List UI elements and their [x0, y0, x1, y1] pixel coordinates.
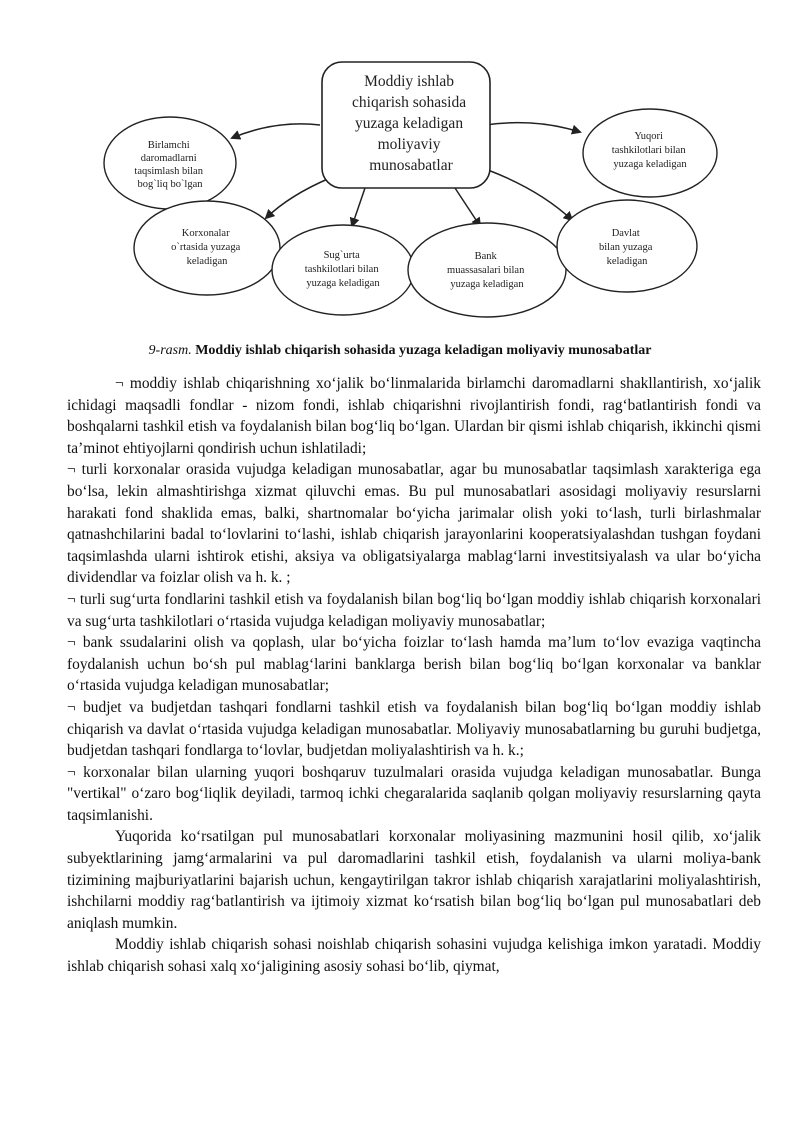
- center-box-text: Moddiy ishlab chiqarish sohasida yuzaga keladigan moliyaviy munosabatlar: [352, 73, 467, 174]
- arrow-to-sugurta: [352, 188, 365, 226]
- node-bank-text: Bank muassasalari bilan yuzaga keladigan: [447, 251, 525, 290]
- paragraph-5: ¬ budjet va budjetdan tashqari fondlarni tashkil etish va foydalanish bilan bog‘liq bo‘lgan moddiy ishlab chiqarish va davlat o‘rtasida vujudga keladigan munosabatlar. Moliyaviy munosabatlarning bu guruhi budjetga, budjetdan tashqari fondlarga to‘lovlar, budjetdan moliyalashtirish va h. k.;: [67, 698, 761, 760]
- diagram: [0, 0, 800, 340]
- arrow-to-korxonalar: [266, 178, 330, 218]
- figure-title: Moddiy ishlab chiqarish sohasida yuzaga keladigan moliyaviy munosabatlar: [195, 343, 652, 358]
- arrow-to-birlamchi: [232, 124, 320, 138]
- arrow-to-davlat: [488, 170, 572, 220]
- node-birlamchi-text: Birlamchi daromadlarni taqsimlash bilan bog`liq bo`lgan: [134, 140, 203, 190]
- paragraph-7: Yuqorida ko‘rsatilgan pul munosabatlari korxonalar moliyasining mazmunini hosil qilib, xo‘jalik subyektlarining jamg‘armalarini va pul daromadlarini tashkil etish, foydalanish va ularni moliya-bank tizimining majburiyatlarini bajarish uchun, kengaytirilgan takror ishlab chiqarish xarajatlarini moliyalashtirish, ishchilarni moddiy rag‘batlantirish va ijtimoiy xizmat ko‘rsatish bilan bog‘liq bo‘lgan pul munosabatlari deb aniqlash mumkin.: [67, 828, 761, 932]
- paragraph-2: ¬ turli korxonalar orasida vujudga keladigan munosabatlar, agar bu munosabatlar taqsimlash xarakteriga ega bo‘lsa, lekin almashtirishga xizmat qiluvchi emas. Bu pul munosabatlari asosidagi moliyaviy resurslarni harakati fond shaklida emas, balki, shartnomalar bo‘yicha jarimalar olish yoki to‘lash, turli birlashmalar qatnashchilarini badal to‘lovlarini to‘lashi, ishlab chiqarish jarayonlarini kooperatsiyalashdan tushgan foydani taqsimlashda ularni ishtirok etishi, aksiya va obligatsiyalarga mablag‘larni investitsiyalash va ular bo‘yicha dividendlar va foizlar olish va h. k. ;: [67, 461, 761, 587]
- paragraph-6: ¬ korxonalar bilan ularning yuqori boshqaruv tuzulmalari orasida vujudga keladigan munosabatlar. Bunga "vertikal" o‘zaro bog‘liqlik deyiladi, tarmoq ichki chegaralarida saqlanib qolgan moliyaviy resurslarning qayta taqsimlanishi.: [67, 763, 761, 824]
- node-sugurta-text: Sug`urta tashkilotlari bilan yuzaga keladigan: [304, 250, 380, 289]
- node-korxonalar-text: Korxonalar o`rtasida yuzaga keladigan: [171, 228, 241, 267]
- paragraph-8: Moddiy ishlab chiqarish sohasi noishlab chiqarish sohasini vujudga kelishiga imkon yaratadi. Moddiy ishlab chiqarish sohasi xalq xo‘jaligining asosiy sohasi bo‘lib, qiymat,: [67, 936, 761, 976]
- node-davlat-text: Davlat bilan yuzaga keladigan: [599, 228, 653, 267]
- arrow-to-yuqori: [485, 123, 580, 132]
- figure-caption: [0, 343, 800, 359]
- paragraph-1: ¬ moddiy ishlab chiqarishning xo‘jalik bo‘linmalarida birlamchi daromadlarni shakllantirish, xo‘jalik ichidagi maqsadli fondlar - nizom fondi, ishlab chiqarishni rivojlantirish fondi, rag‘batlantirish fondi va boshqalarni tashkil etish va foydalanish bilan bog‘liq bo‘lgan. Ulardan bir qismi ishlab chiqarish, ikkinchi qismi ta’minot ehtiyojlarni qondirish uchun ishlatiladi;: [67, 375, 761, 457]
- body-text: [67, 373, 761, 978]
- node-yuqori-text: Yuqori tashkilotlari bilan yuzaga keladigan: [611, 131, 687, 170]
- paragraph-4: ¬ bank ssudalarini olish va qoplash, ular bo‘yicha foizlar to‘lash hamda ma’lum to‘lov evaziga vaqtincha foydalanish uchun bo‘sh pul mablag‘larini banklarga berish bilan bog‘liq bo‘lgan korxonalar va banklar o‘rtasida vujudga keladigan munosabatlar;: [67, 634, 761, 695]
- paragraph-3: ¬ turli sug‘urta fondlarini tashkil etish va foydalanish bilan bog‘liq bo‘lgan moddiy ishlab chiqarish korxonalari va sug‘urta tashkilotlari o‘rtasida vujudga keladigan moliyaviy munosabatlar;: [67, 590, 761, 630]
- arrow-to-bank: [455, 188, 480, 226]
- figure-number: 9-rasm.: [148, 343, 192, 358]
